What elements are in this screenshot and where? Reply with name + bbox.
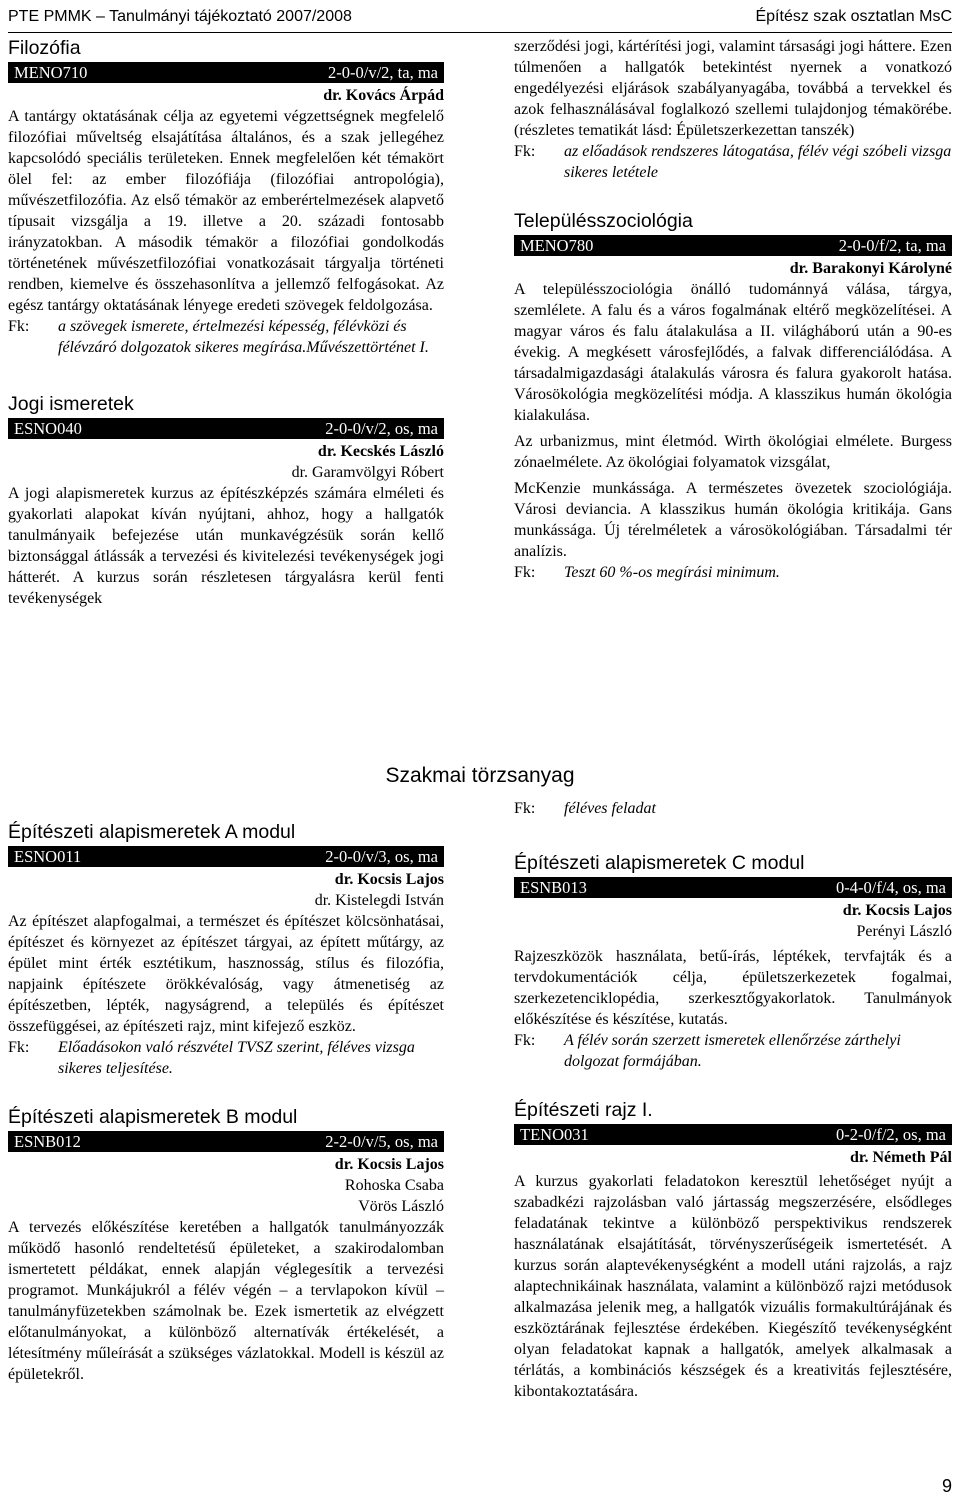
- right-column-top: [514, 36, 952, 583]
- course-code-bar: [8, 846, 444, 867]
- course-description-continued: szerződési jogi, kártérítési jogi, valamint társasági jogi háttere. Ezen túlmenően a hallgatók betekintést nyernek a vonatkozó engedélyezési eljárások szabályanyagába, továbbá a tervekkel és azok felhasználásával foglalkozó szellemi tulajdonjog témakörébe. (részletes tematikát lásd: Épületszerkezettan tanszék): [514, 38, 952, 139]
- fk-label: Fk:: [514, 143, 536, 160]
- course-requirement: [8, 316, 444, 358]
- course-teacher: dr. Garamvölgyi Róbert: [291, 464, 444, 481]
- fk-label: Fk:: [8, 1039, 30, 1056]
- course-title-alap-a: Építészeti alapismeretek A modul: [8, 821, 296, 843]
- course-requirement: [514, 798, 952, 819]
- course-teacher: Vörös László: [358, 1198, 444, 1215]
- fk-text: az előadások rendszeres látogatása, félév végi szóbeli vizsga sikeres letétele: [564, 143, 952, 181]
- course-teacher: dr. Kocsis Lajos: [334, 871, 444, 888]
- course-description: A településszociológia önálló tudománnyá válása, tárgya, szemlélete. A falu és a város fogalmának eltérő megközelítései. A magyar város és falu átalakulása a II. világháború után a 90-es évekig. A megkésett városfejlődés, a falvak differenciálódása. A társadalmigazdasági átalakulás városra és falura gyakorolt hatása. Városökológia megközelítési módja. A klasszikus humán ökológia kialakulása.: [514, 281, 952, 424]
- course-teacher: dr. Kocsis Lajos: [842, 902, 952, 919]
- course-teacher: dr. Kistelegdi István: [314, 892, 444, 909]
- course-credits: 2-0-0/v/2, os, ma: [325, 419, 438, 438]
- course-code-bar: [514, 877, 952, 898]
- course-title-alap-b: Építészeti alapismeretek B modul: [8, 1106, 298, 1128]
- fk-label: Fk:: [514, 564, 536, 581]
- fk-label: Fk:: [514, 800, 536, 817]
- course-description: A jogi alapismeretek kurzus az építészképzés számára elméleti és gyakorlati alapokat kíván nyújtani, ahhoz, hogy a hallgatók tanulmányaik befejezése után munkavégzésük során kellő biztonsággal átlássák a tervezési és kivitelezési tevékenységek jogi hátterét. A kurzus során részletesen tárgyalásra kerül fenti tevékenységek: [8, 485, 444, 607]
- course-credits: 0-4-0/f/4, os, ma: [836, 878, 946, 897]
- course-requirement: [8, 1037, 444, 1079]
- course-requirement: [514, 1030, 952, 1072]
- course-teacher: dr. Kovács Árpád: [323, 87, 444, 104]
- left-column-top: [8, 36, 444, 609]
- fk-text: féléves feladat: [564, 800, 656, 817]
- right-column-bottom: [514, 798, 952, 1402]
- course-code-bar: [8, 418, 444, 439]
- course-code: MENO710: [14, 63, 88, 82]
- course-credits: 2-2-0/v/5, os, ma: [325, 1132, 438, 1151]
- course-title-jogi: Jogi ismeretek: [8, 393, 134, 415]
- course-teacher: dr. Kocsis Lajos: [334, 1156, 444, 1173]
- course-code-bar: [514, 235, 952, 256]
- fk-text: a szövegek ismerete, értelmezési képesség, félévközi és félévzáró dolgozatok sikeres megírása.Művészettörténet I.: [58, 318, 429, 356]
- course-code: TENO031: [520, 1125, 589, 1144]
- course-code: ESNB013: [520, 878, 587, 897]
- course-teacher: dr. Kecskés László: [317, 443, 444, 460]
- left-column-bottom: [8, 820, 444, 1385]
- course-code-bar: [8, 62, 444, 83]
- course-description: A tantárgy oktatásának célja az egyetemi végzettségnek megfelelő filozófiai műveltség elsajátítása általános, és a szak jellegéhez kapcsolódó speciális területeken. Ennek megfelelően két témakört ölel fel: az ember filozófiája (filozófiai antropológia), művészetfilozófia. Az első témakör az emberértelmezések alapvető típusait vizsgálja a 19. illetve a 20. századi fontosabb irányzatokban. A második témakör a filozófiai gondolkodás történetének művészetfilozófiai vonatkozásait tárgyalja történeti rendben, kiemelve és összehasonlítva a jellemző felfogásokat. Az egész tantárgy oktatásának lényege eredeti szövegek feldolgozása.: [8, 108, 444, 314]
- fk-text: Előadásokon való részvétel TVSZ szerint, féléves vizsga sikeres teljesítése.: [58, 1039, 415, 1077]
- course-requirement: [514, 141, 952, 183]
- page-header: [8, 6, 952, 33]
- course-description: Az építészet alapfogalmai, a természet és építészet kölcsönhatásai, építészet és környezet az építészet tárgyai, az épített műtárgy, az épület mint érték esztétikum, hasznosság, stílus és filozófia, napjaink építészete örökkévalóság, vagy átmenetiség az építészetben, lépték, nagyságrend, a település és építészet összefüggései, az építészeti rajz, mint kifejező eszköz.: [8, 913, 444, 1035]
- course-description: Rajzeszközök használata, betű-írás, léptékek, tervfajták és a tervdokumentációk célja, épületszerkezetek fogalmai, szerkezetenciklopédia, szerkesztőgyakorlatok. Tanulmányok előkészítése és készítése, kutatás.: [514, 948, 952, 1028]
- course-code-bar: [8, 1131, 444, 1152]
- course-description: A kurzus gyakorlati feladatokon keresztül lehetőséget nyújt a szabadkézi rajzolásban való jártasság megszerzésére, elsődleges feladatának tekintve a különböző perspektivikus rendszerek használatának elsajátítását, törvényszerűségeik ismertetését. A kurzus során alaptevékenységként a modell utáni rajzolás, a rajz alaptechnikáinak használata, valamint a különböző rajzi metódusok alkalmazása jelenik meg, a hallgatók vizuális formakultúrájának és eszköztárának fejlesztése érdekében. Kiegészítő tevékenységként olyan feladatokat kapnak a hallgatók, amelyek alkalmasak a térlátás, a kombinációs készségek és a kreativitás fejlesztésére, kibontakoztatására.: [514, 1173, 952, 1400]
- course-teacher: Rohoska Csaba: [344, 1177, 444, 1194]
- course-teacher: dr. Németh Pál: [849, 1149, 952, 1166]
- course-requirement: [514, 562, 952, 583]
- course-credits: 0-2-0/f/2, os, ma: [836, 1125, 946, 1144]
- course-title-telepules: Településszociológia: [514, 210, 693, 232]
- fk-label: Fk:: [514, 1032, 536, 1049]
- course-description: Az urbanizmus, mint életmód. Wirth ökológiai elmélete. Burgess zónaelmélete. Az ökológiai folyamatok vizsgálat,: [514, 433, 952, 471]
- course-title-rajz: Építészeti rajz I.: [514, 1099, 653, 1121]
- course-code: ESNB012: [14, 1132, 81, 1151]
- course-teacher: dr. Barakonyi Károlyné: [789, 260, 952, 277]
- course-code: ESNO040: [14, 419, 82, 438]
- course-title-alap-c: Építészeti alapismeretek C modul: [514, 852, 805, 874]
- course-credits: 2-0-0/v/3, os, ma: [325, 847, 438, 866]
- fk-text: A félév során szerzett ismeretek ellenőrzése zárthelyi dolgozat formájában.: [564, 1032, 901, 1070]
- course-code: MENO780: [520, 236, 594, 255]
- section-title: Szakmai törzsanyag: [385, 764, 575, 787]
- course-credits: 2-0-0/v/2, ta, ma: [328, 63, 438, 82]
- page-number: 9: [941, 1476, 952, 1496]
- fk-label: Fk:: [8, 318, 30, 335]
- header-left: PTE PMMK – Tanulmányi tájékoztató 2007/2008: [8, 8, 352, 25]
- course-code: ESNO011: [14, 847, 82, 866]
- course-teacher: Perényi László: [856, 923, 952, 940]
- course-credits: 2-0-0/f/2, ta, ma: [838, 236, 946, 255]
- course-code-bar: [514, 1124, 952, 1145]
- course-description: McKenzie munkássága. A természetes övezetek szociológiája. Városi deviancia. A klasszikus humán ökológia kritikája. Gans munkássága. Új térelméletek a városökológiában. Társadalmi tér analízis.: [514, 480, 952, 560]
- course-description: A tervezés előkészítése keretében a hallgatók tanulmányozzák működő hasonló rendeltetésű épületeket, a szakirodalomban ismertetett példákat, ennek alapján véglegesítik a tervezési programot. Munkájukról a félév végén – a tervlapokon kívül – tanulmányfüzetekben számolnak be. Ezek ismertetik az elvégzett előtanulmányokat, a különböző alternatívák értékelését, a létesítmény műleírását a szükséges vázlatokkal. Modell is készül az épületekről.: [8, 1219, 444, 1383]
- course-title-filozofia: Filozófia: [8, 37, 81, 59]
- header-right: Építész szak osztatlan MsC: [755, 8, 952, 25]
- fk-text: Teszt 60 %-os megírási minimum.: [564, 564, 780, 581]
